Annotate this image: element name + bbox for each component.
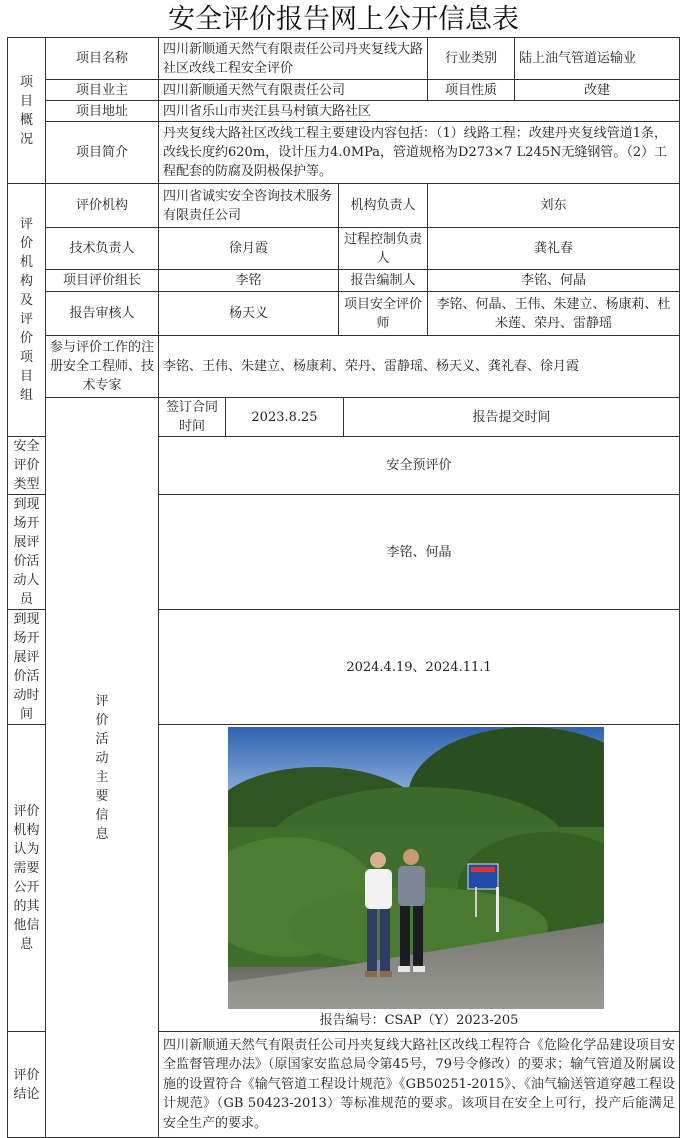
nature-label: 项目性质	[428, 80, 515, 101]
contract-date: 2023.8.25	[226, 398, 344, 437]
type: 安全预评价	[159, 437, 680, 495]
conclusion: 四川新顺通天然气有限责任公司丹夹复线大路社区改线工程符合《危险化学品建设项目安全监督管理办法》（原国家安监总局令第45号，79号令修改）的要求；输气管道及附属设施的设置符合《输气管道工程设计规范》《GB50251-2015》、《油气输送管道穿越工程设计规范》（GB 50423-2013）等标准规范的要求。该项目在安全上可行，投产后能满足安全生产的要求。	[159, 1032, 680, 1138]
report-number: 报告编号：CSAP（Y）2023-205	[319, 1013, 519, 1028]
project-name: 四川新顺通天然气有限责任公司丹夹复线大路社区改线工程安全评价	[159, 38, 428, 80]
type-label: 安全评价类型	[8, 437, 46, 495]
staff-label: 到现场开展评价活动人员	[8, 495, 46, 610]
process: 龚礼春	[428, 228, 680, 270]
industry: 陆上油气管道运输业	[515, 38, 680, 80]
page-title: 安全评价报告网上公开信息表	[168, 4, 519, 35]
project-name-label: 项目名称	[46, 38, 159, 80]
intro: 丹夹复线大路社区改线工程主要建设内容包括：（1）线路工程：改建丹夹复线管道1条，改线长度约620m，设计压力4.0MPa，管道规格为D273×7 L245N无缝钢管。（2）工程配套的防腐及阴极保护等。	[159, 122, 680, 184]
nature: 改建	[515, 80, 680, 101]
writer: 李铭、何晶	[428, 270, 680, 292]
site-photo	[228, 727, 604, 1009]
evaluators-label: 项目安全评价师	[339, 292, 428, 336]
reviewer: 杨天义	[159, 292, 339, 336]
tech-label: 技术负责人	[46, 228, 159, 270]
intro-label: 项目简介	[46, 122, 159, 184]
org-label: 评价机构	[46, 184, 159, 228]
section-activity: 评价活动主要信息	[46, 398, 159, 1138]
head: 刘东	[428, 184, 680, 228]
address-label: 项目地址	[46, 101, 159, 122]
industry-label: 行业类别	[428, 38, 515, 80]
other-info	[159, 725, 680, 1032]
engineers-label: 参与评价工作的注册安全工程师、技术专家	[46, 336, 159, 398]
time: 2024.4.19、2024.11.1	[159, 610, 680, 725]
address: 四川省乐山市夹江县马村镇大路社区	[159, 101, 680, 122]
conclusion-label: 评价结论	[8, 1032, 46, 1138]
head-label: 机构负责人	[339, 184, 428, 228]
leader: 李铭	[159, 270, 339, 292]
leader-label: 项目评价组长	[46, 270, 159, 292]
owner: 四川新顺通天然气有限责任公司	[159, 80, 428, 101]
org: 四川省诚实安全咨询技术服务有限责任公司	[159, 184, 339, 228]
tech: 徐月霞	[159, 228, 339, 270]
engineers: 李铭、王伟、朱建立、杨康莉、荣丹、雷静瑶、杨天义、龚礼春、徐月霞	[159, 336, 680, 398]
other-label: 评价机构认为需要公开的其他信息	[8, 725, 46, 1032]
owner-label: 项目业主	[46, 80, 159, 101]
reviewer-label: 报告审核人	[46, 292, 159, 336]
info-table	[7, 37, 680, 1138]
process-label: 过程控制负责人	[339, 228, 428, 270]
section-overview: 项目概况	[8, 38, 46, 184]
contract-label: 签订合同时间	[159, 398, 226, 437]
submit-label: 报告提交时间	[344, 398, 680, 437]
writer-label: 报告编制人	[339, 270, 428, 292]
time-label: 到现场开展评价活动时间	[8, 610, 46, 725]
section-agency: 评价机构及评价项目组	[8, 184, 46, 437]
evaluators: 李铭、何晶、王伟、朱建立、杨康莉、杜米莲、荣丹、雷静瑶	[428, 292, 680, 336]
staff: 李铭、何晶	[159, 495, 680, 610]
